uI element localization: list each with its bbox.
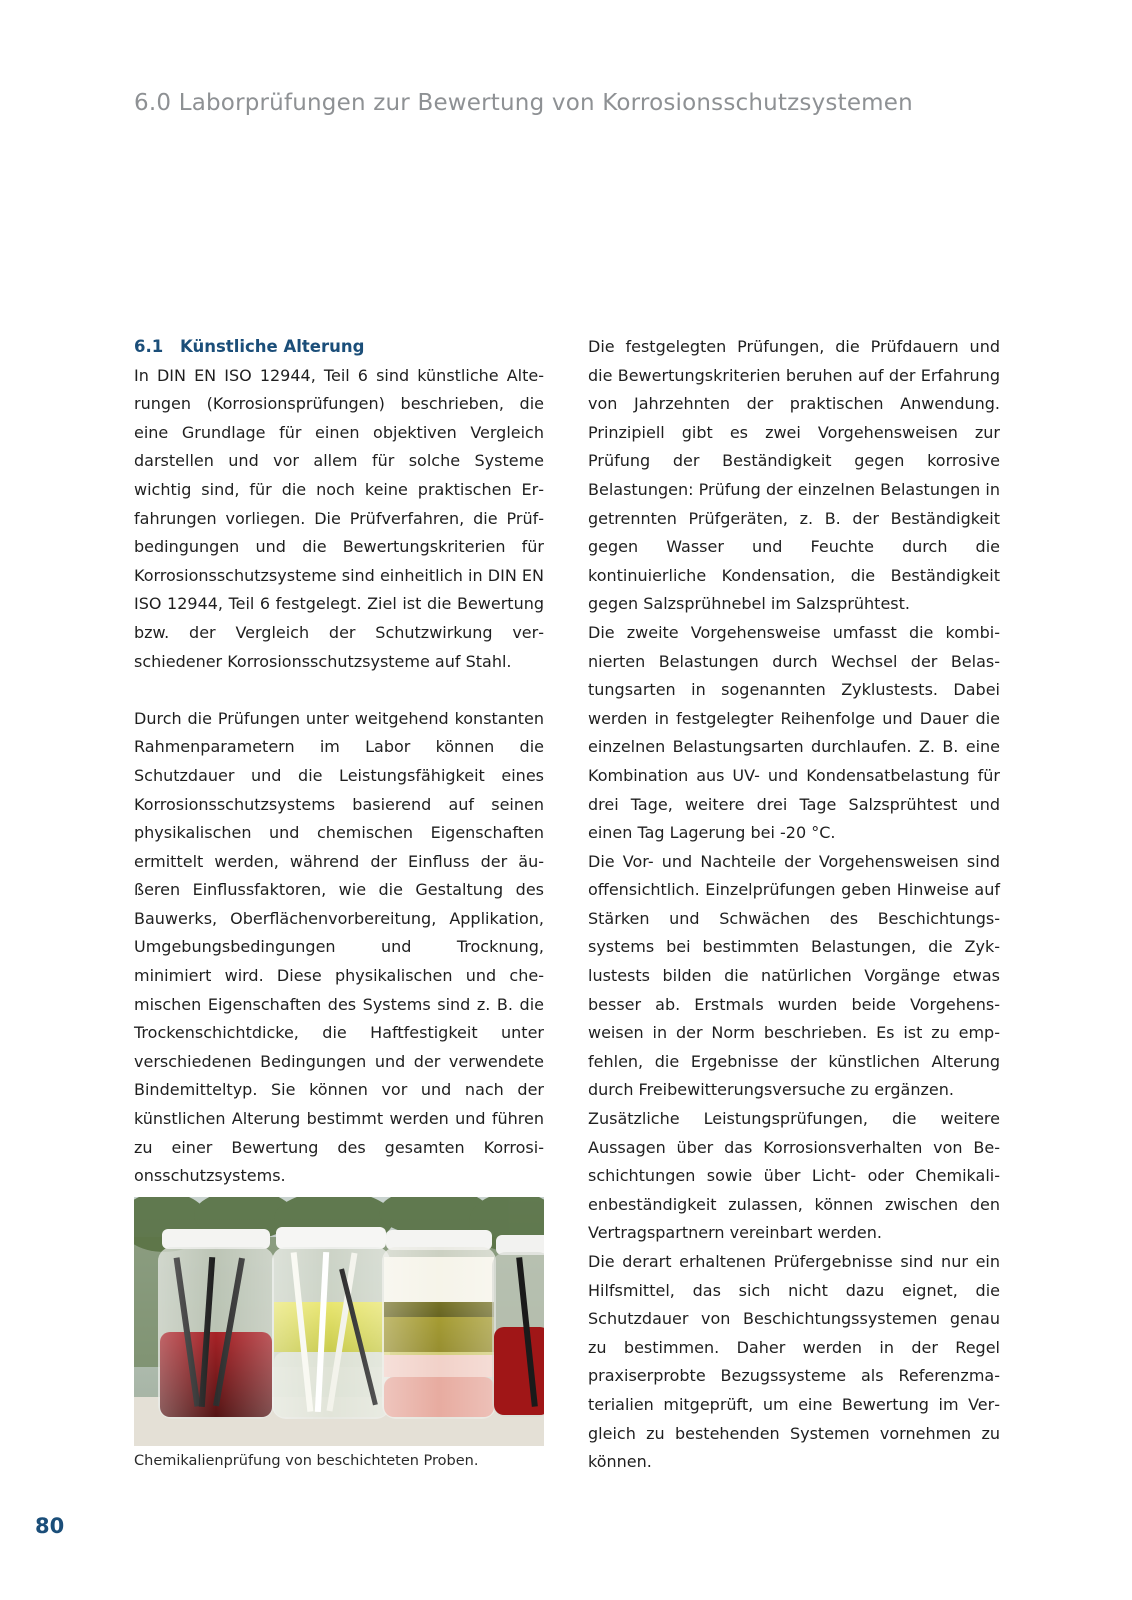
paragraph: Zusätzliche Leistungsprüfungen, die weitere Aussagen über das Korrosionsverhalten von Beschichtungen sowie über Licht- oder Chemikalienbeständigkeit zulassen, können zwischen den Vertragspartnern vereinbart werden. [588, 1109, 1000, 1243]
paragraph: Die derart erhaltenen Prüfergebnisse sind nur ein Hilfsmittel, das sich nicht dazu eignet, die Schutzdauer von Beschichtungssystemen genau zu bestimmen. Daher werden in der Regel praxiserprobte Bezugssysteme als Referenzmaterialien mitgeprüft, um eine Bewertung im Vergleich zu bestehenden Systemen vornehmen zu können. [588, 1252, 1000, 1472]
jar-yellow [272, 1227, 390, 1419]
paragraph: Die festgelegten Prüfungen, die Prüfdauern und die Bewertungskriterien beruhen auf der Erfahrung von Jahrzehnten der praktischen Anwendung. Prinzipiell gibt es zwei Vorgehensweisen zur Prüfung der Beständigkeit gegen korrosive Belastungen: Prüfung der einzelnen Belastungen in getrennten Prüfgeräten, z. B. der Beständigkeit gegen Wasser und Feuchte durch die kontinuierliche Kondensation, die Beständigkeit gegen Salzsprühnebel im Salzsprühtest. [588, 337, 1000, 614]
section-title: Künstliche Alterung [180, 337, 365, 356]
paragraph: Durch die Prüfungen unter weitgehend konstanten Rahmenparametern im Labor können die Schutzdauer und die Leistungsfähigkeit eines Korrosionsschutzsystems basierend auf seinen physikalischen und chemischen Eigenschaften ermittelt werden, während der Einfluss der äußeren Einflussfaktoren, wie die Gestaltung des Bauwerks, Oberflächenvorbereitung, Applikation, Umgebungsbedingungen und Trocknung, minimiert wird. Diese physikalischen und chemischen Eigenschaften des Systems sind z. B. die Trockenschichtdicke, die Haftfestigkeit unter verschiedenen Bedingungen und der verwendete Bindemitteltyp. Sie können vor und nach der künstlichen Alterung bestimmt werden und führen zu einer Bewertung des gesamten Korrosionsschutzsystems. [134, 708, 544, 1186]
chapter-title: 6.0 Laborprüfungen zur Bewertung von Korrosionsschutzsystemen [134, 90, 913, 116]
jar-red [158, 1229, 274, 1419]
jar-olive [382, 1230, 496, 1419]
right-column [588, 333, 1000, 1477]
jars-photo [134, 1197, 544, 1446]
paragraph: In DIN EN ISO 12944, Teil 6 sind künstliche Alterungen (Korrosionsprüfungen) beschrieben, die eine Grundlage für einen objektiven Vergleich darstellen und vor allem für solche Systeme wichtig sind, für die noch keine praktischen Erfahrungen vorliegen. Die Prüfverfahren, die Prüfbedingungen und die Bewertungskriterien für Korrosionsschutzsysteme sind einheitlich in DIN EN ISO 12944, Teil 6 festgelegt. Ziel ist die Bewertung bzw. der Vergleich der Schutzwirkung verschiedener Korrosionsschutzsysteme auf Stahl. [134, 365, 544, 671]
section-number: 6.1 [134, 337, 164, 356]
paragraph: Die Vor- und Nachteile der Vorgehensweisen sind offensichtlich. Einzelprüfungen geben Hinweise auf Stärken und Schwächen des Beschichtungssystems bei bestimmten Belastungen, die Zyklustests bilden die natürlichen Vorgänge etwas besser ab. Erstmals wurden beide Vorgehensweisen in der Norm beschrieben. Es ist zu empfehlen, die Ergebnisse der künstlichen Alterung durch Freibewitterungsversuche zu ergänzen. [588, 851, 1000, 1100]
figure-caption: Chemikalienprüfung von beschichteten Proben. [134, 1453, 479, 1469]
paragraph: Die zweite Vorgehensweise umfasst die kombinierten Belastungen durch Wechsel der Belastungsarten in sogenannten Zyklustests. Dabei werden in festgelegter Reihenfolge und Dauer die einzelnen Belastungsarten durchlaufen. Z. B. eine Kombination aus UV- und Kondensatbelastung für drei Tage, weitere drei Tage Salzsprühtest und einen Tag Lagerung bei -20 °C. [588, 622, 1000, 843]
page-number: 80 [35, 1514, 65, 1538]
paragraph-spacer [134, 676, 544, 705]
section-heading [134, 333, 544, 362]
left-column [134, 333, 544, 1191]
jar-red-partial [492, 1235, 544, 1417]
